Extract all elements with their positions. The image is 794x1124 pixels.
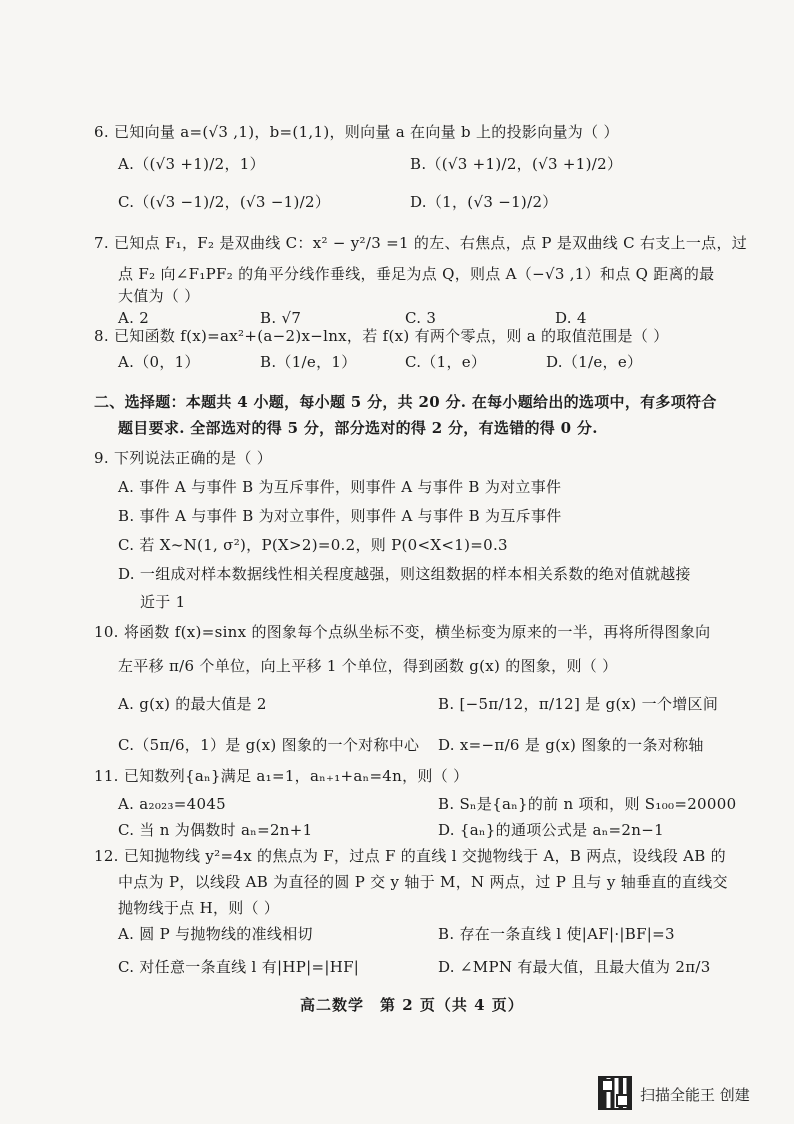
q12-stem: 12. 已知抛物线 y²=4x 的焦点为 F，过点 F 的直线 l 交抛物线于 A，B 两点，设线段 AB 的 — [94, 847, 726, 865]
q7-option-b: B. √7 — [260, 309, 302, 327]
q8-option-d: D.（1/e，e） — [546, 353, 643, 371]
q9-option-c: C. 若 X~N(1, σ²)，P(X>2)=0.2，则 P(0<X<1)=0.3 — [118, 536, 508, 554]
q12-stem-line2: 中点为 P，以线段 AB 为直径的圆 P 交 y 轴于 M，N 两点，过 P 且与 y 轴垂直的直线交 — [118, 873, 728, 891]
q6-stem: 6. 已知向量 a=(√3 ,1)，b=(1,1)，则向量 a 在向量 b 上的投影向量为（ ） — [94, 123, 619, 141]
q8-option-a: A.（0，1） — [118, 353, 200, 371]
q9-stem: 9. 下列说法正确的是（ ） — [94, 449, 273, 467]
q7-stem-line2: 点 F₂ 向∠F₁PF₂ 的角平分线作垂线，垂足为点 Q，则点 A（−√3 ,1）和点 Q 距离的最 — [118, 265, 715, 283]
q9-option-b: B. 事件 A 与事件 B 为对立事件，则事件 A 与事件 B 为互斥事件 — [118, 507, 562, 525]
section-2-heading: 二、选择题：本题共 4 小题，每小题 5 分，共 20 分. 在每小题给出的选项中，有多项符合 — [94, 393, 717, 411]
q6-option-a: A.（(√3 +1)/2，1） — [118, 155, 265, 173]
q11-option-c: C. 当 n 为偶数时 aₙ=2n+1 — [118, 821, 313, 839]
q10-option-d: D. x=−π/6 是 g(x) 图象的一条对称轴 — [438, 736, 704, 754]
q9-option-d-line2: 近于 1 — [140, 593, 186, 611]
q10-option-a: A. g(x) 的最大值是 2 — [118, 695, 267, 713]
q12-option-b: B. 存在一条直线 l 使|AF|·|BF|=3 — [438, 925, 675, 943]
q6-option-d: D.（1，(√3 −1)/2） — [410, 193, 558, 211]
q7-stem-line3: 大值为（ ） — [118, 287, 200, 305]
q11-option-b: B. Sₙ是{aₙ}的前 n 项和，则 S₁₀₀=20000 — [438, 795, 737, 813]
q10-option-c: C.（5π/6，1）是 g(x) 图象的一个对称中心 — [118, 736, 420, 754]
q12-option-c: C. 对任意一条直线 l 有|HP|=|HF| — [118, 958, 360, 976]
scanner-watermark: 扫描全能王 创建 — [640, 1086, 750, 1104]
q11-stem: 11. 已知数列{aₙ}满足 a₁=1，aₙ₊₁+aₙ=4n，则（ ） — [94, 767, 469, 785]
q7-option-a: A. 2 — [118, 309, 150, 327]
q8-option-c: C.（1，e） — [405, 353, 487, 371]
q10-stem-line2: 左平移 π/6 个单位，向上平移 1 个单位，得到函数 g(x) 的图象，则（ ） — [118, 657, 618, 675]
q7-stem: 7. 已知点 F₁，F₂ 是双曲线 C：x² − y²/3 =1 的左、右焦点，点 P 是双曲线 C 右支上一点，过 — [94, 234, 748, 252]
q12-stem-line3: 抛物线于点 H，则（ ） — [118, 899, 280, 917]
qr-code-icon — [598, 1076, 632, 1110]
q11-option-d: D. {aₙ}的通项公式是 aₙ=2n−1 — [438, 821, 664, 839]
q10-option-b: B. [−5π/12，π/12] 是 g(x) 一个增区间 — [438, 695, 719, 713]
q8-option-b: B.（1/e，1） — [260, 353, 357, 371]
q7-option-c: C. 3 — [405, 309, 437, 327]
page-footer: 高二数学 第 2 页（共 4 页） — [300, 996, 524, 1014]
q12-option-a: A. 圆 P 与抛物线的准线相切 — [118, 925, 313, 943]
q8-stem: 8. 已知函数 f(x)=ax²+(a−2)x−lnx，若 f(x) 有两个零点，则 a 的取值范围是（ ） — [94, 327, 669, 345]
q7-option-d: D. 4 — [555, 309, 587, 327]
q9-option-d: D. 一组成对样本数据线性相关程度越强，则这组数据的样本相关系数的绝对值就越接 — [118, 565, 691, 583]
q9-option-a: A. 事件 A 与事件 B 为互斥事件，则事件 A 与事件 B 为对立事件 — [118, 478, 562, 496]
q10-stem: 10. 将函数 f(x)=sinx 的图象每个点纵坐标不变，横坐标变为原来的一半，再将所得图象向 — [94, 623, 711, 641]
q11-option-a: A. a₂₀₂₃=4045 — [118, 795, 227, 813]
q6-option-c: C.（(√3 −1)/2，(√3 −1)/2） — [118, 193, 331, 211]
q12-option-d: D. ∠MPN 有最大值，且最大值为 2π/3 — [438, 958, 711, 976]
q6-option-b: B.（(√3 +1)/2，(√3 +1)/2） — [410, 155, 623, 173]
section-2-heading-line2: 题目要求. 全部选对的得 5 分，部分选对的得 2 分，有选错的得 0 分. — [118, 419, 598, 437]
